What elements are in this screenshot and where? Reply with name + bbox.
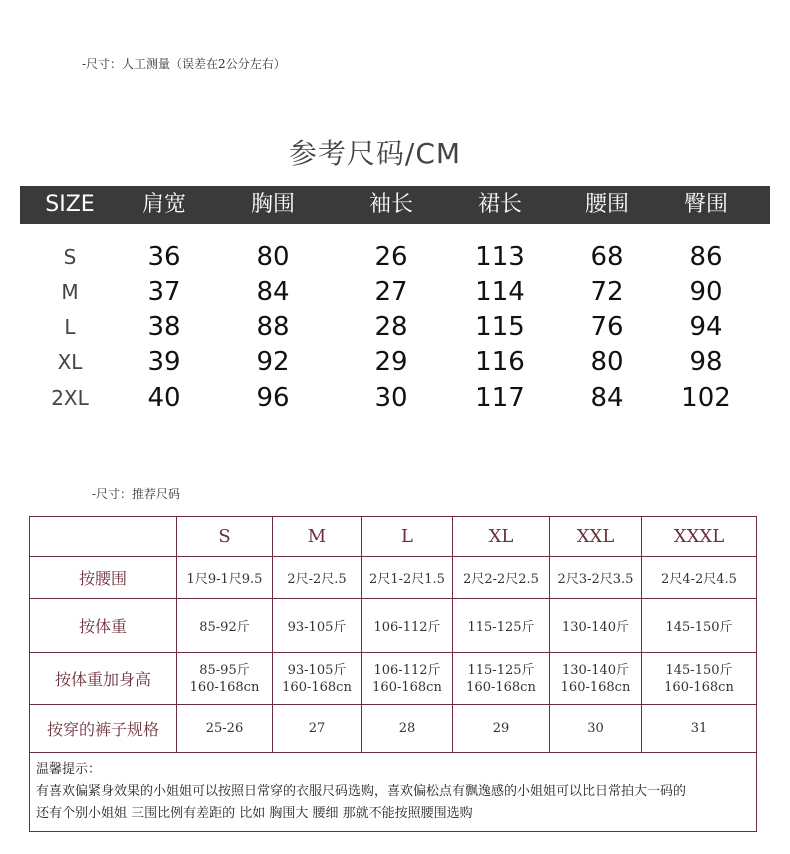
value-cell: 102	[681, 383, 731, 413]
value-cell	[642, 653, 757, 705]
header-hip: 臀围	[683, 192, 728, 217]
value-cell: 30	[550, 705, 642, 753]
measure-note: -尺寸：人工测量（误差在2公分左右）	[82, 57, 286, 71]
header-waist: 腰围	[584, 192, 629, 217]
tips-cell	[30, 753, 757, 832]
value-cell: 29	[453, 705, 550, 753]
value-cell: 113	[475, 242, 525, 272]
value-cell: 30	[374, 383, 408, 413]
size-header: L	[362, 517, 453, 557]
row-label: 按穿的裤子规格	[30, 705, 177, 753]
value-cell	[177, 653, 273, 705]
size-chart-title: 参考尺码/CM	[288, 137, 462, 170]
value-cell: 2尺3-2尺3.5	[550, 557, 642, 599]
value-cell	[550, 653, 642, 705]
size-label: XL	[57, 350, 83, 374]
value-cell: 115-125斤	[453, 599, 550, 653]
value-cell: 88	[256, 312, 290, 342]
size-label: M	[61, 280, 79, 304]
value-cell: 2尺-2尺.5	[273, 557, 362, 599]
value-cell: 96	[256, 383, 290, 413]
header-chest: 胸围	[250, 192, 295, 217]
value-cell: 117	[475, 383, 525, 413]
value-cell: 26	[374, 242, 408, 272]
value-cell: 40	[147, 383, 181, 413]
value-cell: 92	[256, 347, 290, 377]
value-cell: 27	[273, 705, 362, 753]
value-cell: 98	[689, 347, 723, 377]
weight-text: 115-125斤	[467, 662, 535, 678]
value-cell: 25-26	[177, 705, 273, 753]
table-row	[30, 517, 757, 557]
recommend-note: -尺寸：推荐尺码	[92, 487, 181, 501]
value-cell: 80	[256, 242, 290, 272]
size-header: S	[177, 517, 273, 557]
table-row	[30, 653, 757, 705]
height-text: 160-168cn	[189, 679, 260, 695]
value-cell: 116	[475, 347, 525, 377]
size-table-header	[20, 186, 770, 224]
value-cell: 29	[374, 347, 408, 377]
value-cell: 38	[147, 312, 181, 342]
height-text: 160-168cn	[560, 679, 631, 695]
size-header: XXL	[550, 517, 642, 557]
table-row	[20, 239, 770, 275]
value-cell: 130-140斤	[550, 599, 642, 653]
size-header: M	[273, 517, 362, 557]
value-cell: 114	[475, 277, 525, 307]
size-label: 2XL	[51, 386, 89, 410]
size-label: L	[64, 315, 76, 339]
table-row	[30, 705, 757, 753]
header-length: 裙长	[477, 192, 522, 217]
table-row	[30, 753, 757, 832]
size-label: S	[63, 245, 77, 269]
height-text: 160-168cn	[282, 679, 352, 695]
table-row	[20, 309, 770, 345]
value-cell: 94	[689, 312, 723, 342]
value-cell: 2尺4-2尺4.5	[642, 557, 757, 599]
table-row	[20, 380, 770, 416]
weight-text: 145-150斤	[665, 662, 733, 678]
header-shoulder: 肩宽	[141, 192, 186, 217]
value-cell: 86	[689, 242, 723, 272]
value-cell	[453, 653, 550, 705]
value-cell	[362, 653, 453, 705]
value-cell: 28	[374, 312, 408, 342]
value-cell: 36	[147, 242, 181, 272]
table-row	[20, 274, 770, 310]
value-cell: 39	[147, 347, 181, 377]
row-label: 按腰围	[30, 557, 177, 599]
value-cell: 84	[256, 277, 290, 307]
header-size: SIZE	[45, 192, 95, 217]
table-row	[20, 344, 770, 380]
table-row	[30, 557, 757, 599]
value-cell: 28	[362, 705, 453, 753]
value-cell: 72	[590, 277, 624, 307]
tips-title: 温馨提示：	[36, 762, 102, 777]
height-text: 160-168cn	[372, 679, 442, 695]
weight-text: 85-95斤	[199, 662, 250, 678]
recommend-table	[29, 516, 757, 832]
value-cell: 85-92斤	[177, 599, 273, 653]
header-sleeve: 袖长	[368, 192, 413, 217]
value-cell: 1尺9-1尺9.5	[177, 557, 273, 599]
row-label: 按体重加身高	[30, 653, 177, 705]
value-cell: 80	[590, 347, 624, 377]
value-cell: 31	[642, 705, 757, 753]
value-cell: 2尺1-2尺1.5	[362, 557, 453, 599]
value-cell: 106-112斤	[362, 599, 453, 653]
tips-line: 还有个别小姐姐 三围比例有差距的 比如 胸围大 腰细 那就不能按照腰围选购	[36, 806, 473, 821]
value-cell: 145-150斤	[642, 599, 757, 653]
value-cell: 90	[689, 277, 723, 307]
value-cell: 76	[590, 312, 624, 342]
value-cell: 68	[590, 242, 624, 272]
height-text: 160-168cn	[466, 679, 536, 695]
tips-line: 有喜欢偏紧身效果的小姐姐可以按照日常穿的衣服尺码选购，喜欢偏松点有飘逸感的小姐姐可以比日常拍大一码的	[36, 784, 687, 799]
weight-text: 130-140斤	[561, 662, 630, 678]
value-cell: 37	[147, 277, 181, 307]
value-cell: 115	[475, 312, 525, 342]
weight-text: 93-105斤	[287, 662, 347, 678]
weight-text: 106-112斤	[373, 662, 441, 678]
size-header: XL	[453, 517, 550, 557]
value-cell: 2尺2-2尺2.5	[453, 557, 550, 599]
value-cell: 27	[374, 277, 408, 307]
row-label: 按体重	[30, 599, 177, 653]
value-cell: 93-105斤	[273, 599, 362, 653]
height-text: 160-168cn	[664, 679, 734, 695]
corner-cell	[30, 517, 177, 557]
value-cell: 84	[590, 383, 624, 413]
value-cell	[273, 653, 362, 705]
table-row	[30, 599, 757, 653]
size-header: XXXL	[642, 517, 757, 557]
